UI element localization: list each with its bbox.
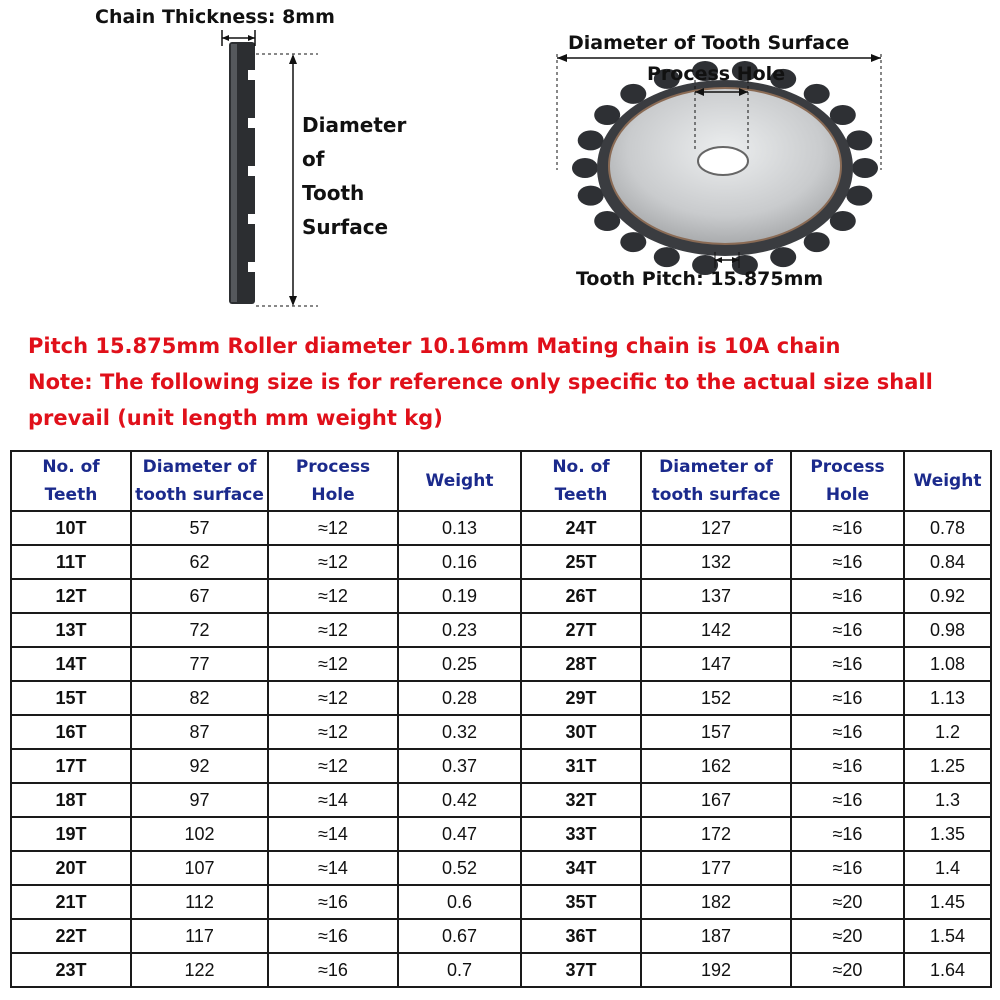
column-header-line: No. of	[42, 457, 100, 477]
process-hole-cell: ≈16	[268, 953, 398, 987]
process-hole-cell: ≈16	[268, 885, 398, 919]
diameter-cell: 167	[641, 783, 791, 817]
diameter-cell: 122	[131, 953, 268, 987]
process-hole-cell: ≈20	[791, 953, 904, 987]
process-hole-cell: ≈16	[791, 749, 904, 783]
diameter-cell: 157	[641, 715, 791, 749]
table-row	[11, 885, 991, 919]
weight-cell: 1.3	[904, 783, 991, 817]
table-row	[11, 647, 991, 681]
weight-cell: 1.35	[904, 817, 991, 851]
diameter-cell: 192	[641, 953, 791, 987]
teeth-cell: 33T	[521, 817, 641, 851]
weight-cell: 0.13	[398, 511, 521, 545]
diameter-cell: 77	[131, 647, 268, 681]
table-row	[11, 783, 991, 817]
side-diameter-line: of	[302, 147, 325, 171]
sprocket-tooth	[578, 186, 604, 206]
weight-cell: 0.32	[398, 715, 521, 749]
weight-cell: 0.7	[398, 953, 521, 987]
diameter-cell: 142	[641, 613, 791, 647]
diameter-cell: 152	[641, 681, 791, 715]
column-header-weight	[904, 451, 991, 511]
sprocket-tooth	[578, 130, 604, 150]
side-diameter-label	[302, 108, 406, 244]
weight-cell: 1.54	[904, 919, 991, 953]
diameter-cell: 67	[131, 579, 268, 613]
table-row	[11, 613, 991, 647]
teeth-cell: 28T	[521, 647, 641, 681]
weight-cell: 0.98	[904, 613, 991, 647]
teeth-cell: 20T	[11, 851, 131, 885]
chain-thickness-label: Chain Thickness: 8mm	[95, 6, 335, 28]
teeth-cell: 27T	[521, 613, 641, 647]
sprocket-tooth	[572, 158, 598, 178]
teeth-cell: 24T	[521, 511, 641, 545]
weight-cell: 0.25	[398, 647, 521, 681]
process-hole-cell: ≈16	[791, 511, 904, 545]
teeth-cell: 22T	[11, 919, 131, 953]
weight-cell: 1.2	[904, 715, 991, 749]
diameter-cell: 72	[131, 613, 268, 647]
column-header-line: Teeth	[554, 485, 608, 505]
column-header-teeth	[11, 451, 131, 511]
weight-cell: 0.78	[904, 511, 991, 545]
weight-cell: 0.92	[904, 579, 991, 613]
diameter-cell: 137	[641, 579, 791, 613]
teeth-cell: 21T	[11, 885, 131, 919]
process-hole-cell: ≈12	[268, 681, 398, 715]
table-row	[11, 817, 991, 851]
weight-cell: 0.47	[398, 817, 521, 851]
process-hole-cell: ≈16	[791, 579, 904, 613]
weight-cell: 1.64	[904, 953, 991, 987]
diameter-cell: 117	[131, 919, 268, 953]
diameter-cell: 127	[641, 511, 791, 545]
process-hole-label: Process Hole	[647, 63, 786, 85]
teeth-cell: 23T	[11, 953, 131, 987]
column-header-line: Hole	[825, 485, 870, 505]
column-header-teeth	[521, 451, 641, 511]
teeth-cell: 32T	[521, 783, 641, 817]
column-header-line: Teeth	[44, 485, 98, 505]
weight-cell: 1.25	[904, 749, 991, 783]
teeth-cell: 16T	[11, 715, 131, 749]
column-header-diameter	[641, 451, 791, 511]
weight-cell: 0.84	[904, 545, 991, 579]
diameter-cell: 162	[641, 749, 791, 783]
side-diameter-line: Tooth	[302, 181, 365, 205]
weight-cell: 0.52	[398, 851, 521, 885]
process-hole-cell: ≈16	[791, 647, 904, 681]
teeth-cell: 36T	[521, 919, 641, 953]
teeth-cell: 18T	[11, 783, 131, 817]
teeth-cell: 29T	[521, 681, 641, 715]
sprocket-tooth	[846, 130, 872, 150]
teeth-cell: 13T	[11, 613, 131, 647]
diameter-cell: 112	[131, 885, 268, 919]
teeth-cell: 10T	[11, 511, 131, 545]
column-header-line: No. of	[552, 457, 610, 477]
diameter-cell: 92	[131, 749, 268, 783]
process-hole-cell: ≈16	[791, 613, 904, 647]
reference-note: Note: The following size is for reference only specific to the actual size shall prevail (unit length mm weight kg)	[28, 370, 933, 430]
weight-cell: 0.37	[398, 749, 521, 783]
table-row	[11, 953, 991, 987]
diameter-cell: 177	[641, 851, 791, 885]
sprocket-tooth	[852, 158, 878, 178]
teeth-cell: 34T	[521, 851, 641, 885]
weight-cell: 0.67	[398, 919, 521, 953]
process-hole-cell: ≈16	[268, 919, 398, 953]
teeth-cell: 37T	[521, 953, 641, 987]
side-diameter-line: Diameter	[302, 113, 407, 137]
teeth-cell: 19T	[11, 817, 131, 851]
diameter-cell: 182	[641, 885, 791, 919]
teeth-cell: 30T	[521, 715, 641, 749]
weight-cell: 0.6	[398, 885, 521, 919]
weight-cell: 1.45	[904, 885, 991, 919]
diameter-cell: 172	[641, 817, 791, 851]
diameter-cell: 62	[131, 545, 268, 579]
table-row	[11, 681, 991, 715]
column-header-line: Hole	[311, 485, 355, 505]
side-diameter-line: Surface	[302, 215, 389, 239]
weight-cell: 0.16	[398, 545, 521, 579]
process-hole-cell: ≈12	[268, 545, 398, 579]
sprocket-tooth	[846, 186, 872, 206]
teeth-cell: 11T	[11, 545, 131, 579]
table-row	[11, 579, 991, 613]
teeth-cell: 12T	[11, 579, 131, 613]
process-hole-cell: ≈16	[791, 851, 904, 885]
weight-cell: 0.19	[398, 579, 521, 613]
process-hole-cell: ≈12	[268, 579, 398, 613]
column-header-line: Weight	[913, 471, 982, 491]
sprocket-tooth	[654, 247, 680, 267]
column-header-line: Process	[810, 457, 885, 477]
table-row	[11, 715, 991, 749]
process-hole-cell: ≈16	[791, 783, 904, 817]
teeth-cell: 17T	[11, 749, 131, 783]
diameter-cell: 57	[131, 511, 268, 545]
column-header-line: Diameter of	[659, 457, 773, 477]
column-header-line: tooth surface	[135, 485, 264, 505]
diameter-of-tooth-surface-label: Diameter of Tooth Surface	[568, 32, 850, 54]
sprocket-spec-table	[10, 450, 992, 988]
diameter-cell: 102	[131, 817, 268, 851]
teeth-cell: 35T	[521, 885, 641, 919]
diameter-cell: 97	[131, 783, 268, 817]
diameter-cell: 82	[131, 681, 268, 715]
process-hole-cell: ≈16	[791, 545, 904, 579]
diameter-cell: 107	[131, 851, 268, 885]
process-hole-cell: ≈12	[268, 715, 398, 749]
diameter-cell: 132	[641, 545, 791, 579]
weight-cell: 1.13	[904, 681, 991, 715]
table-row	[11, 851, 991, 885]
process-hole-cell: ≈12	[268, 613, 398, 647]
weight-cell: 0.28	[398, 681, 521, 715]
process-hole-cell: ≈12	[268, 647, 398, 681]
teeth-cell: 15T	[11, 681, 131, 715]
column-header-line: Weight	[425, 471, 494, 491]
teeth-cell: 26T	[521, 579, 641, 613]
column-header-diameter	[131, 451, 268, 511]
process-hole-cell: ≈14	[268, 783, 398, 817]
table-row	[11, 919, 991, 953]
process-hole-cell: ≈12	[268, 511, 398, 545]
process-hole-cell: ≈14	[268, 851, 398, 885]
diameter-cell: 87	[131, 715, 268, 749]
process-hole-cell: ≈16	[791, 681, 904, 715]
column-header-line: Diameter of	[142, 457, 257, 477]
weight-cell: 1.08	[904, 647, 991, 681]
table-row	[11, 545, 991, 579]
table-body	[11, 511, 991, 987]
weight-cell: 0.42	[398, 783, 521, 817]
teeth-cell: 31T	[521, 749, 641, 783]
process-hole-cell: ≈16	[791, 715, 904, 749]
column-header-process-hole	[268, 451, 398, 511]
process-hole-cell: ≈14	[268, 817, 398, 851]
pitch-note: Pitch 15.875mm Roller diameter 10.16mm Mating chain is 10A chain	[28, 334, 841, 358]
process-hole-cell: ≈16	[791, 817, 904, 851]
table-row	[11, 749, 991, 783]
process-hole-cell: ≈20	[791, 919, 904, 953]
teeth-cell: 25T	[521, 545, 641, 579]
table-header-row	[11, 451, 991, 511]
weight-cell: 1.4	[904, 851, 991, 885]
process-hole-cell: ≈12	[268, 749, 398, 783]
diameter-cell: 187	[641, 919, 791, 953]
process-hole-cell: ≈20	[791, 885, 904, 919]
column-header-line: Process	[295, 457, 371, 477]
column-header-process-hole	[791, 451, 904, 511]
teeth-cell: 14T	[11, 647, 131, 681]
column-header-line: tooth surface	[651, 485, 781, 505]
sprocket-tooth	[770, 247, 796, 267]
tooth-pitch-label: Tooth Pitch: 15.875mm	[576, 268, 824, 290]
column-header-weight	[398, 451, 521, 511]
diameter-cell: 147	[641, 647, 791, 681]
weight-cell: 0.23	[398, 613, 521, 647]
table-row	[11, 511, 991, 545]
